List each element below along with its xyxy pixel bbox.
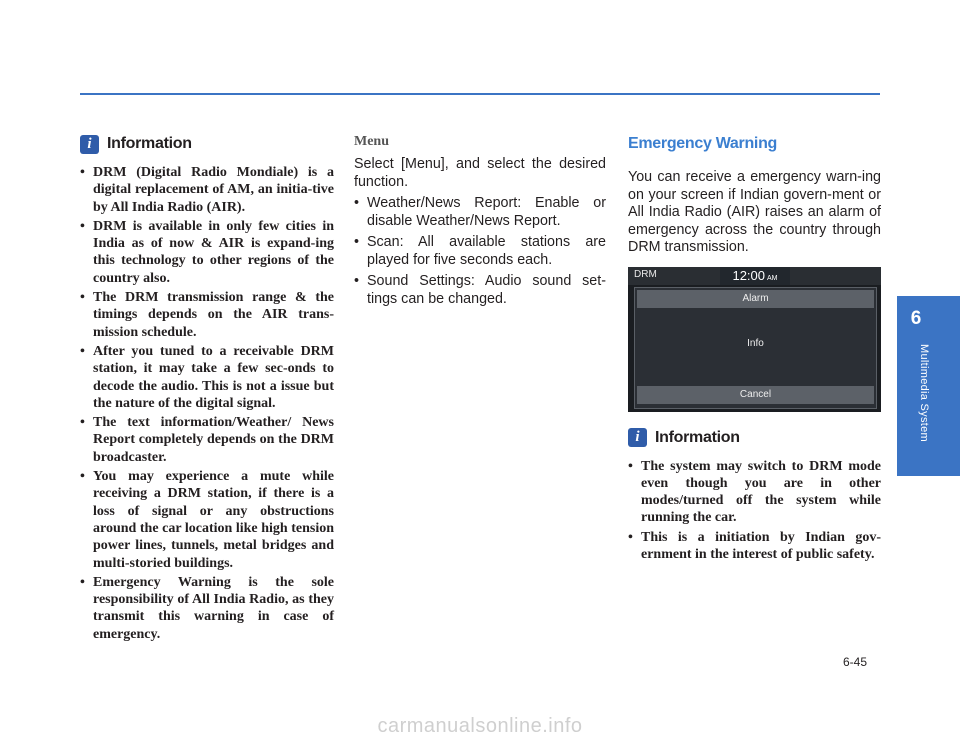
info-icon: i	[80, 135, 99, 154]
alarm-button[interactable]: Alarm	[637, 290, 874, 308]
alarm-popup	[634, 287, 877, 409]
chapter-side-tab	[897, 296, 960, 476]
list-item: • After you tuned to a receivable DRM station, it may take a few sec-onds to decode the audio. This is not a issue but the nature of the digital signal.	[80, 343, 334, 412]
list-item: • DRM (Digital Radio Mondiale) is a digital replacement of AM, an initia-tive by All India Radio (AIR).	[80, 164, 334, 216]
watermark: carmanualsonline.info	[377, 715, 583, 737]
list-item: • The system may switch to DRM mode even though you are in other modes/turned off the system while running the car.	[628, 458, 881, 527]
list-item: • You may experience a mute while receiving a DRM station, if there is a loss of signal or any obstructions around the car location like high tension power lines, tunnels, metal bridges and multi-storied buildings.	[80, 468, 334, 572]
page-number: 6-45	[843, 655, 868, 669]
info-list-left	[80, 164, 334, 643]
menu-heading: Menu	[354, 134, 389, 149]
right-column	[628, 132, 881, 565]
chapter-title: Multimedia System	[918, 344, 930, 443]
emergency-warning-heading: Emergency Warning	[628, 135, 778, 152]
info-icon: i	[628, 428, 647, 447]
list-item: • Sound Settings: Audio sound set-tings can be changed.	[354, 273, 606, 308]
top-rule	[80, 93, 880, 95]
list-item: • The DRM transmission range & the timings depends on the AIR trans-mission schedule.	[80, 289, 334, 341]
list-item: • The text information/Weather/ News Report completely depends on the DRM broadcaster.	[80, 414, 334, 466]
screen-clock	[720, 267, 790, 285]
info-title: Information	[655, 428, 740, 446]
cancel-button[interactable]: Cancel	[637, 386, 874, 404]
info-list-right	[628, 458, 881, 564]
clock-time: 12:00	[732, 267, 766, 283]
menu-intro: Select [Menu], and select the desired function.	[354, 156, 606, 190]
clock-ampm: AM	[767, 274, 778, 282]
info-header-right	[628, 426, 881, 450]
left-column	[80, 132, 334, 645]
screen-status-bar	[628, 267, 881, 285]
middle-column	[354, 132, 606, 312]
alarm-info-text: Info	[747, 337, 764, 349]
info-header-left	[80, 132, 334, 156]
emergency-warning-text: You can receive a emergency warn-ing on your screen if Indian govern-ment or All India Radio (AIR) raises an alarm of emergency across the country through DRM transmission.	[628, 169, 881, 255]
drm-screen-image	[628, 267, 881, 412]
list-item: • DRM is available in only few cities in India as of now & AIR is expand-ing this technology to other regions of the country also.	[80, 218, 334, 287]
menu-list	[354, 195, 606, 308]
chapter-number: 6	[910, 308, 922, 329]
list-item: • Scan: All available stations are played for five seconds each.	[354, 234, 606, 269]
list-item: • This is a initiation by Indian gov-ernment in the interest of public safety.	[628, 529, 881, 564]
list-item: • Emergency Warning is the sole responsibility of All India Radio, as they transmit this warning in case of emergency.	[80, 574, 334, 643]
screen-mode-label: DRM	[634, 268, 657, 280]
info-title: Information	[107, 135, 192, 152]
list-item: • Weather/News Report: Enable or disable Weather/News Report.	[354, 195, 606, 230]
